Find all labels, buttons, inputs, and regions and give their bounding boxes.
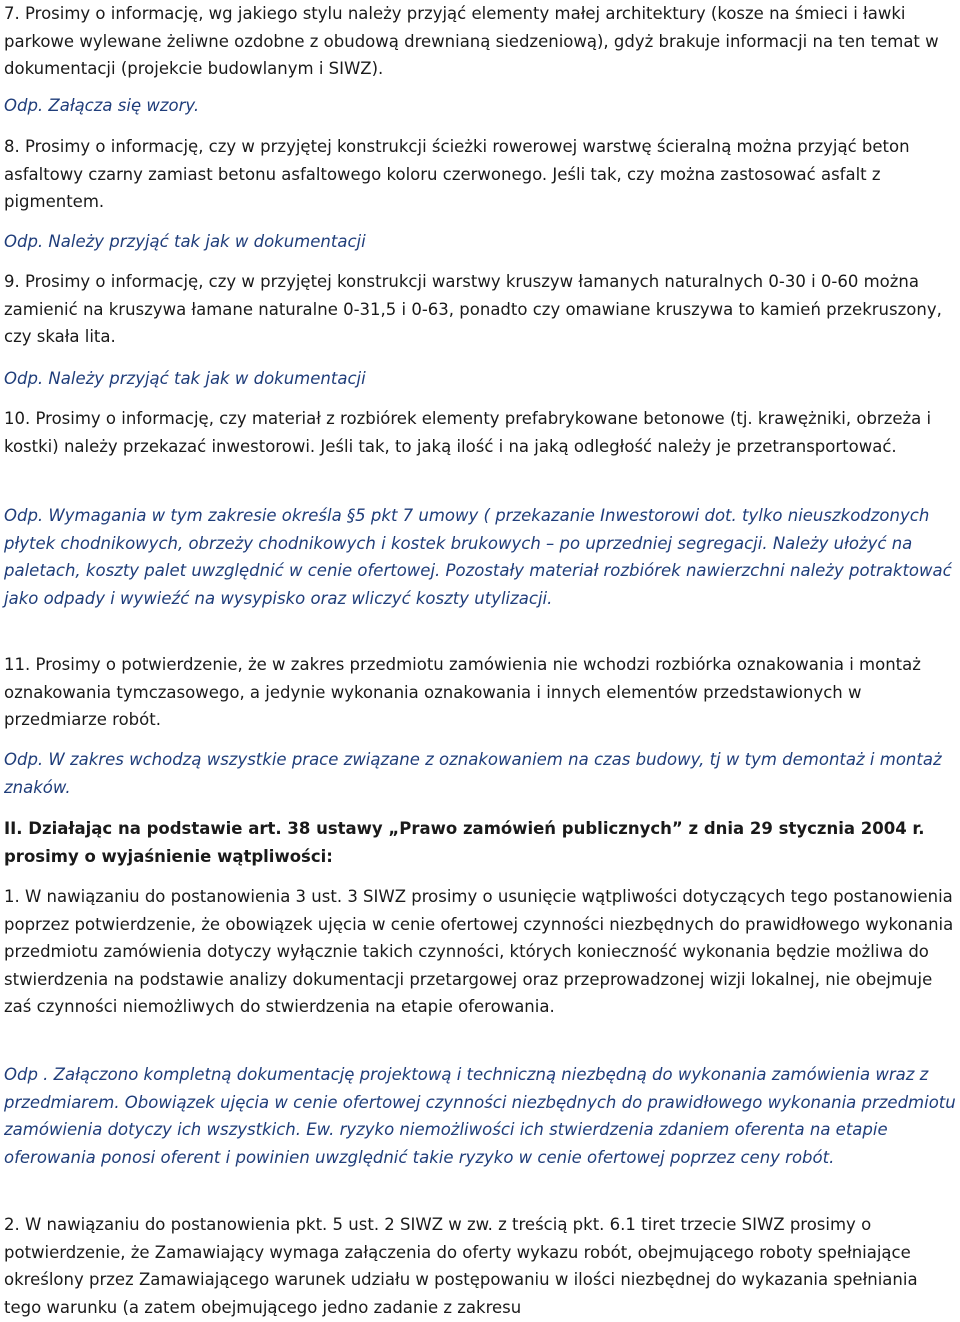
answer-9: Odp. Należy przyjąć tak jak w dokumentacji [4,369,366,388]
question-8: 8. Prosimy o informację, czy w przyjętej konstrukcji ścieżki rowerowej warstwę ścieralną można przyjąć beton asfaltowy czarny zamiast betonu asfaltowego koloru czerwonego. Jeśli tak, czy można zastosować asfalt z pigmentem. [4,137,910,211]
answer-paragraph-1: Odp . Załączono kompletną dokumentację projektową i techniczną niezbędną do wykonania zamówienia wraz z przedmiarem. Obowiązek ujęcia w cenie ofertowej czynności niezbędnych do prawidłowego wykonania przedmiotu zamówienia dotyczy ich wszystkich. Ew. ryzyko niemożliwości ich stwierdzenia zdaniem oferenta na etapie oferowania ponosi oferent i powinien uwzględnić takie ryzyko w cenie ofertowej poprzez ceny robót. [4,1065,956,1167]
answer-11: Odp. W zakres wchodzą wszystkie prace związane z oznakowaniem na czas budowy, tj w tym demontaż i montaż znaków. [4,750,942,797]
paragraph-1: 1. W nawiązaniu do postanowienia 3 ust. 3 SIWZ prosimy o usunięcie wątpliwości dotyczących tego postanowienia poprzez potwierdzenie, że obowiązek ujęcia w cenie ofertowej czynności niezbędnych do prawidłowego wykonania przedmiotu zamówienia dotyczy wyłącznie takich czynności, których konieczność wykonania będzie możliwa do stwierdzenia na podstawie analizy dokumentacji przetargowej oraz przeprowadzonej wizji lokalnej, nie obejmuje zaś czynności niemożliwych do stwierdzenia na etapie oferowania. [4,887,954,1016]
paragraph-2: 2. W nawiązaniu do postanowienia pkt. 5 ust. 2 SIWZ w zw. z treścią pkt. 6.1 tiret trzecie SIWZ prosimy o potwierdzenie, że Zamawiający wymaga załączenia do oferty wykazu robót, obejmującego roboty spełniające określony przez Zamawiającego warunek udziału w postępowaniu w ilości niezbędnej do wykazania spełniania tego warunku (a zatem obejmującego jedno zadanie z zakresu [4,1215,918,1317]
answer-8: Odp. Należy przyjąć tak jak w dokumentacji [4,232,366,251]
question-7: 7. Prosimy o informację, wg jakiego stylu należy przyjąć elementy małej architektury (kosze na śmieci i ławki parkowe wylewane żeliwne ozdobne z obudową drewnianą siedzeniową), gdyż brakuje informacji na ten temat w dokumentacji (projekcie budowlanym i SIWZ). [4,4,939,78]
question-9: 9. Prosimy o informację, czy w przyjętej konstrukcji warstwy kruszyw łamanych naturalnych 0-30 i 0-60 można zamienić na kruszywa łamane naturalne 0-31,5 i 0-63, ponadto czy omawiane kruszywa to kamień przekruszony, czy skała lita. [4,272,942,346]
question-10: 10. Prosimy o informację, czy materiał z rozbiórek elementy prefabrykowane betonowe (tj. krawężniki, obrzeża i kostki) należy przekazać inwestorowi. Jeśli tak, to jaką ilość i na jaką odległość należy je przetransportować. [4,409,932,456]
question-11: 11. Prosimy o potwierdzenie, że w zakres przedmiotu zamówienia nie wchodzi rozbiórka oznakowania i montaż oznakowania tymczasowego, a jedynie wykonania oznakowania i innych elementów przedstawionych w przedmiarze robót. [4,655,921,729]
section-2-heading: II. Działając na podstawie art. 38 ustawy „Prawo zamówień publicznych” z dnia 29 stycznia 2004 r. prosimy o wyjaśnienie wątpliwości: [4,819,925,866]
answer-10: Odp. Wymagania w tym zakresie określa §5 pkt 7 umowy ( przekazanie Inwestorowi dot. tylko nieuszkodzonych płytek chodnikowych, obrzeży chodnikowych i kostek brukowych – po uprzedniej segregacji. Należy ułożyć na paletach, koszty palet uwzględnić w cenie ofertowej. Pozostały materiał rozbiórek nawierzchni należy potraktować jako odpady i wywieźć na wysypisko oraz wliczyć koszty utylizacji. [4,506,952,608]
answer-7: Odp. Załącza się wzory. [4,96,200,115]
